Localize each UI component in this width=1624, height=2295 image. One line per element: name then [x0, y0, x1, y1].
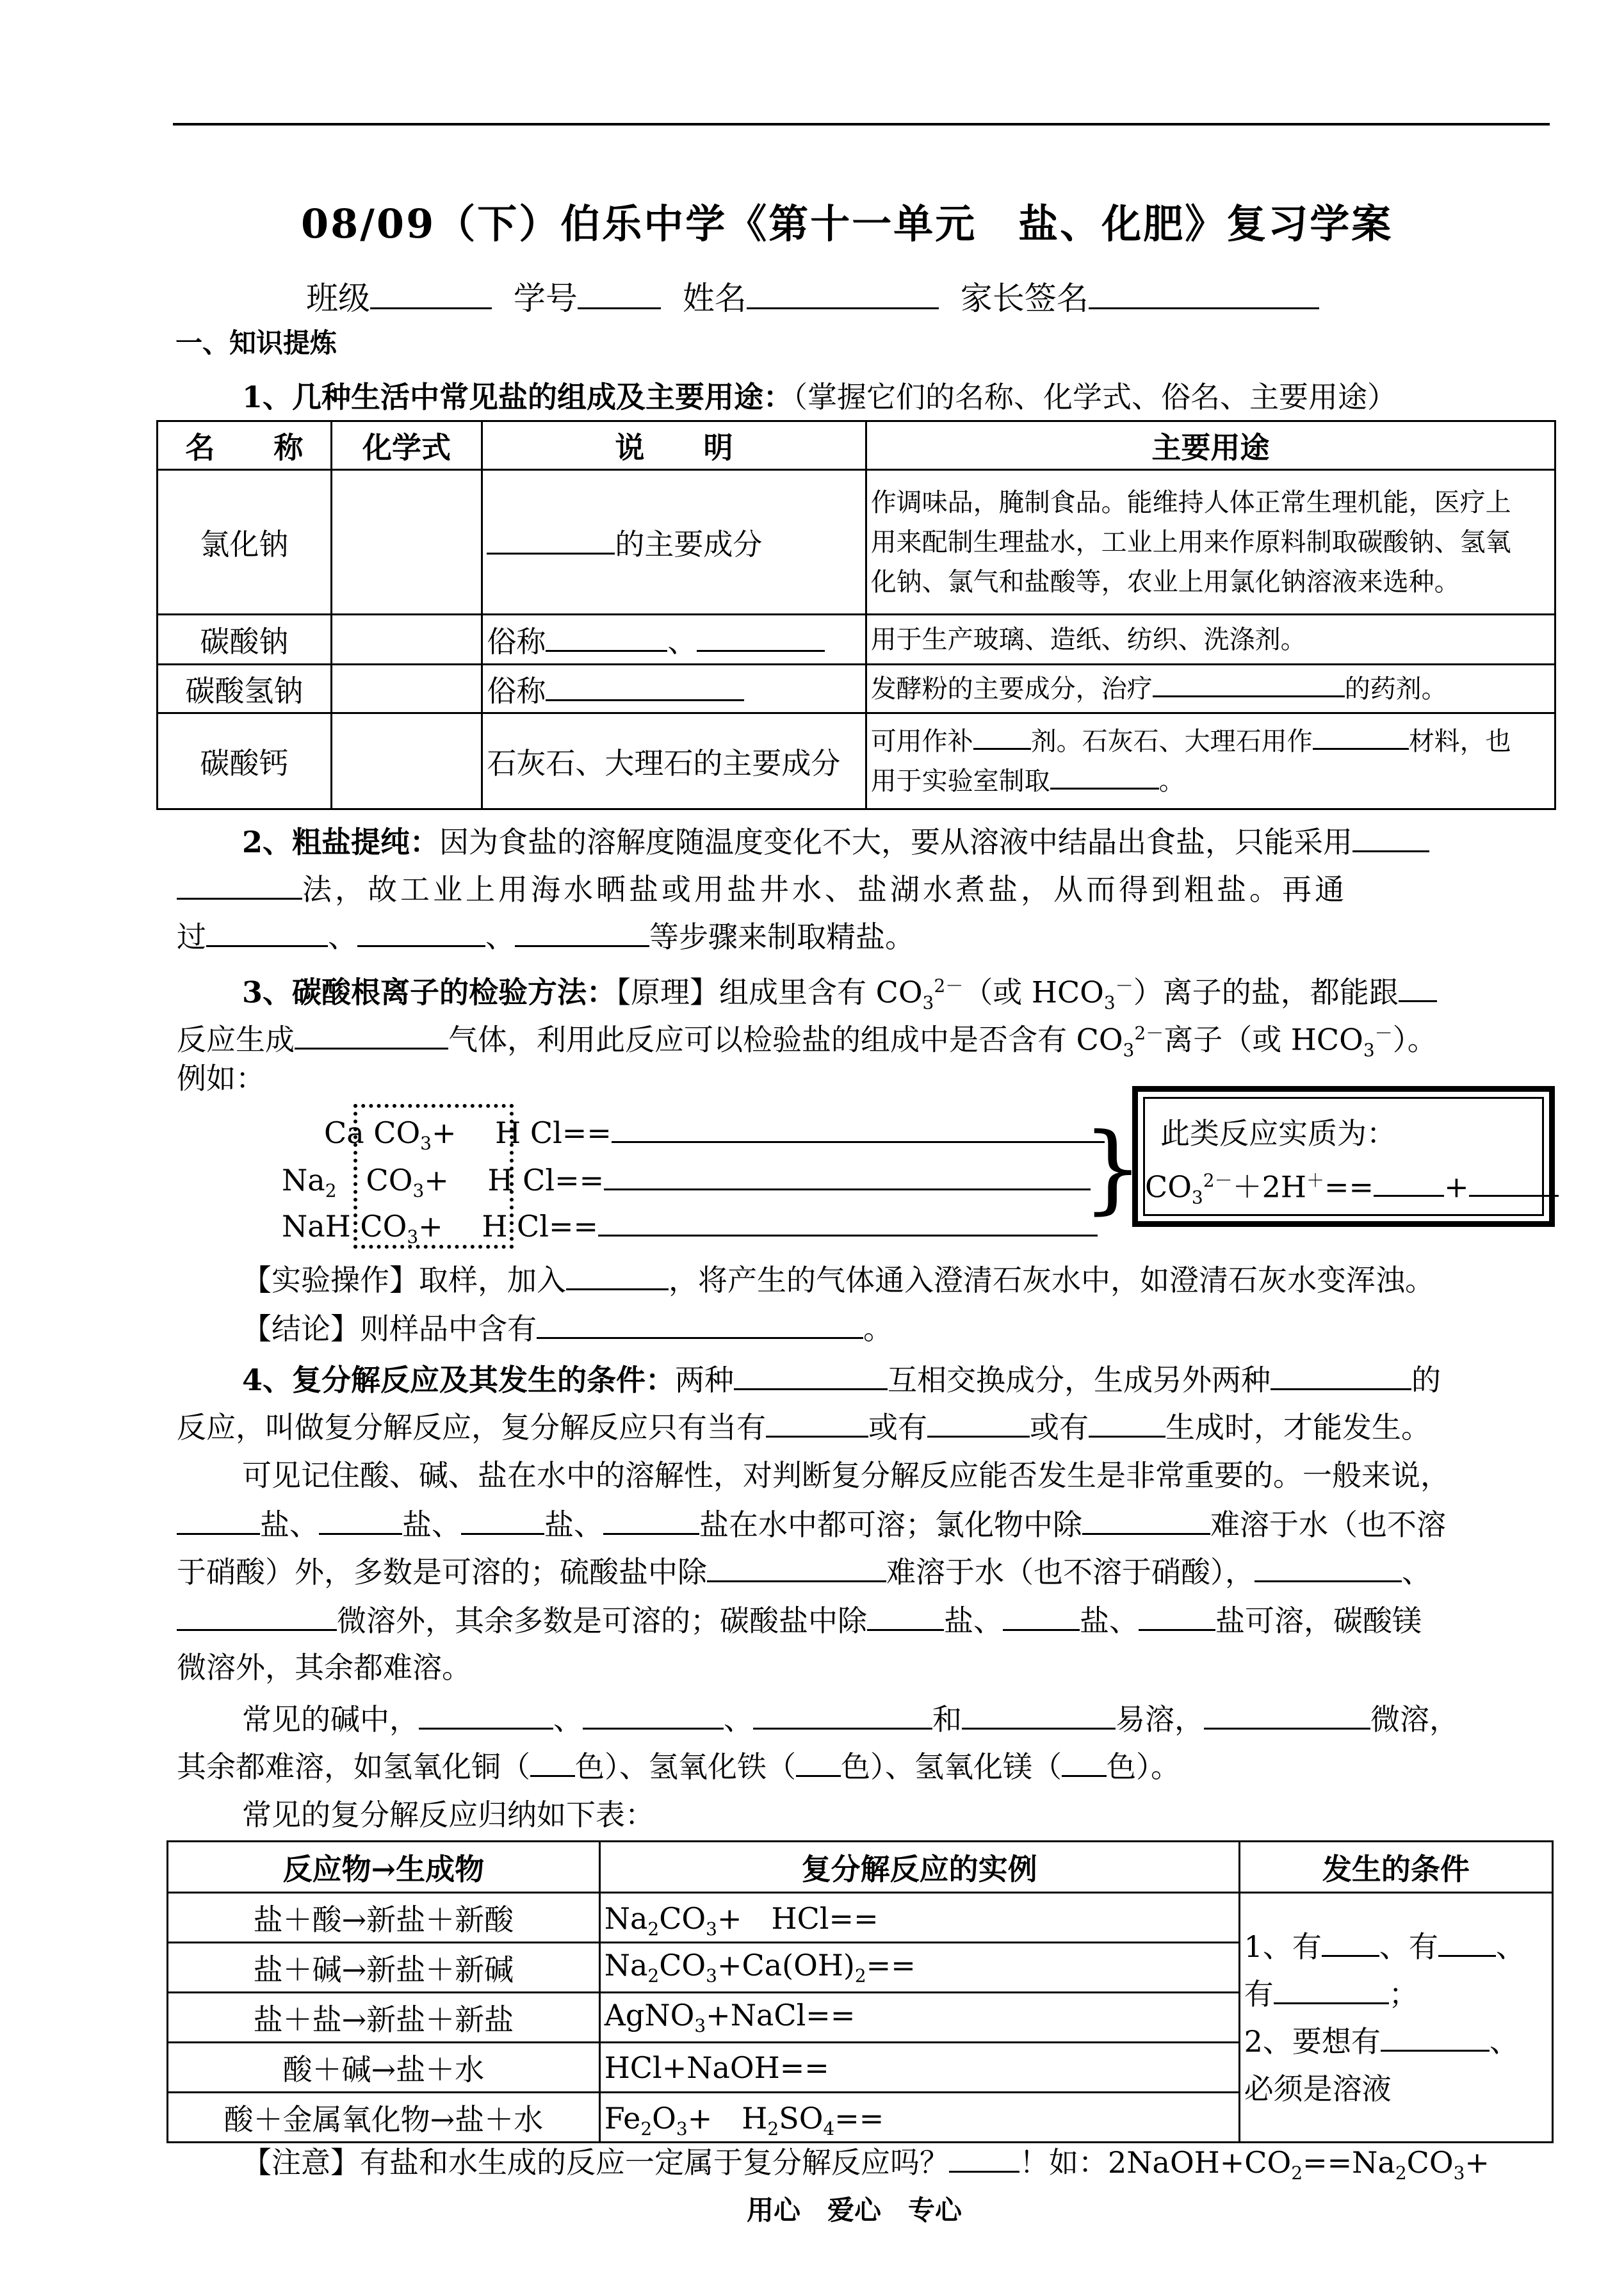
footer-text: 用心 爱心 专心 [747, 2194, 962, 2226]
section-heading: 一、知识提炼 [175, 327, 337, 359]
item4-line9: 其余都难溶，如氢氧化铜（ 色）、氢氧化铁（ 色）、氢氧化镁（ 色）。 [177, 1747, 1180, 1786]
item4-line8: 常见的碱中， 、 、 和 易溶， 微溶， [242, 1699, 1459, 1739]
number-blank[interactable] [578, 279, 661, 309]
student-info [306, 279, 1319, 318]
page-title: 08/09（下）伯乐中学《第十一单元 盐、化肥》复习学案 [301, 200, 1393, 247]
reaction-example-5[interactable]: $Fe_2O_3+$ $H_2SO_4==$ [599, 2093, 1239, 2143]
row-nahco3-name: 碳酸氢钠 [158, 665, 332, 713]
item2-line2: 法，故工业上用海水晒盐或用盐井水、盐湖水煮盐，从而得到粗盐。再通 [177, 870, 1347, 909]
item2-line1: 2、粗盐提纯：因为食盐的溶解度随温度变化不大，要从溶液中结晶出食盐，只能采用 [242, 822, 1429, 861]
row-caco3-name: 碳酸钙 [158, 713, 332, 809]
reaction-type-5: 酸＋金属氧化物→盐＋水 [168, 2093, 600, 2143]
item4-line6: 微溶外，其余多数是可溶的；碳酸盐中除 盐、 盐、 盐可溶，碳酸镁 [177, 1601, 1422, 1640]
brace-icon: } [1082, 1113, 1144, 1224]
header-name: 名 称 [158, 421, 332, 470]
box-equation: $CO_3^{2-}+2H^+==$ + [1145, 1162, 1559, 1217]
reaction-table [166, 1840, 1554, 2143]
number-label: 学号 [513, 280, 578, 317]
row-nacl-formula[interactable] [331, 470, 482, 615]
row-nahco3-formula[interactable] [331, 665, 482, 713]
row-caco3-use: 可用作补 剂。石灰石、大理石用作 材料，也 用于实验室制取 。 [866, 713, 1555, 809]
header-condition: 发生的条件 [1239, 1842, 1552, 1893]
item3-line2: 反应生成 气体，利用此反应可以检验盐的组成中是否含有 $CO_3^{2-}$离子（或 $HCO_3^-$）。 [177, 1014, 1437, 1070]
item4-line5: 于硝酸）外，多数是可溶的；硫酸盐中除 难溶于水（也不溶于硝酸）， 、 [177, 1552, 1431, 1591]
row-caco3-desc: 石灰石、大理石的主要成分 [482, 713, 866, 809]
row-na2co3-name: 碳酸钠 [158, 615, 332, 665]
row-na2co3-use: 用于生产玻璃、造纸、纺织、洗涤剂。 [866, 615, 1555, 665]
reaction-example-4[interactable]: HCl+NaOH== [599, 2043, 1239, 2093]
parent-blank[interactable] [1089, 279, 1319, 309]
reaction-example-3[interactable]: AgNO$_3$+NaCl== [599, 1993, 1239, 2043]
row-na2co3-formula[interactable] [331, 615, 482, 665]
item4-line10: 常见的复分解反应归纳如下表： [242, 1797, 654, 1832]
item1-heading: 1、几种生活中常见盐的组成及主要用途：（掌握它们的名称、化学式、俗名、主要用途） [242, 380, 1397, 414]
item3-example: 例如： [177, 1061, 265, 1096]
row-nacl-desc: 的主要成分 [482, 470, 866, 615]
reaction-conditions: 1、有 、有 、 有 ； 2、要想有 、 必须是溶液 [1239, 1893, 1552, 2143]
header-reaction-type: 反应物→生成物 [168, 1842, 600, 1893]
item3-operation: 【实验操作】取样，加入 ，将产生的气体通入澄清石灰水中，如澄清石灰水变浑浊。 [242, 1260, 1434, 1299]
item4-line2: 反应，叫做复分解反应，复分解反应只有当有 或有 或有 生成时，才能发生。 [177, 1407, 1431, 1447]
item4-line1: 4、复分解反应及其发生的条件：两种 互相交换成分，生成另外两种 的 [242, 1360, 1441, 1399]
item4-line7: 微溶外，其余都难溶。 [177, 1650, 471, 1685]
row-nacl-use: 作调味品，腌制食品。能维持人体正常生理机能，医疗上 用来配制生理盐水，工业上用来作原料制取碳酸钠、氢氧 化钠、氯气和盐酸等，农业上用氯化钠溶液来选种。 [866, 470, 1555, 615]
equation-na2co3: $Na_2$ $CO_3+$ H Cl== [282, 1160, 1091, 1210]
item2-line3: 过 、 、 等步骤来制取精盐。 [177, 917, 914, 956]
co3-highlight-box [353, 1104, 514, 1249]
class-label: 班级 [306, 280, 370, 317]
header-use: 主要用途 [866, 421, 1555, 470]
salt-table [156, 420, 1556, 810]
reaction-example-2[interactable]: $Na_2CO_3+Ca(OH)_2==$ [599, 1943, 1239, 1993]
row-nacl-name: 氯化钠 [158, 470, 332, 615]
item3-conclusion: 【结论】则样品中含有 。 [242, 1309, 893, 1348]
equation-nahco3: NaH $CO_3+$ H Cl== [282, 1206, 1098, 1256]
header-formula: 化学式 [331, 421, 482, 470]
item4-line4: 盐、 盐、 盐、 盐在水中都可溶；氯化物中除 难溶于水（也不溶 [177, 1505, 1446, 1544]
item3-line1: 3、碳酸根离子的检验方法：【原理】组成里含有 $CO_3^{2-}$（或 $HCO_3^-$）离子的盐，都能跟 [242, 967, 1437, 1023]
item4-line3: 可见记住酸、碱、盐在水中的溶解性，对判断复分解反应能否发生是非常重要的。一般来说， [242, 1458, 1450, 1493]
class-blank[interactable] [370, 279, 492, 309]
equation-caco3: Ca $CO_3+$ H Cl== [324, 1113, 1105, 1163]
parent-label: 家长签名 [960, 280, 1089, 317]
name-blank[interactable] [747, 279, 939, 309]
row-nahco3-use: 发酵粉的主要成分，治疗 的药剂。 [866, 665, 1555, 713]
reaction-example-1[interactable]: $Na_2CO_3+$ HCl== [599, 1893, 1239, 1943]
header-rule [173, 123, 1550, 126]
row-caco3-formula[interactable] [331, 713, 482, 809]
row-na2co3-desc: 俗称 、 [482, 615, 866, 665]
reaction-type-3: 盐＋盐→新盐＋新盐 [168, 1993, 600, 2043]
header-example: 复分解反应的实例 [599, 1842, 1239, 1893]
row-nahco3-desc: 俗称 [482, 665, 866, 713]
box-title: 此类反应实质为： [1160, 1116, 1396, 1151]
reaction-essence-box [1132, 1086, 1555, 1227]
reaction-type-1: 盐＋酸→新盐＋新酸 [168, 1893, 600, 1943]
note-line: 【注意】有盐和水生成的反应一定属于复分解反应吗？ ！如：$2NaOH+CO_2==Na_2CO_3+$ [242, 2143, 1490, 2193]
reaction-type-2: 盐＋碱→新盐＋新碱 [168, 1943, 600, 1993]
header-desc: 说 明 [482, 421, 866, 470]
name-label: 姓名 [682, 280, 747, 317]
reaction-type-4: 酸＋碱→盐＋水 [168, 2043, 600, 2093]
